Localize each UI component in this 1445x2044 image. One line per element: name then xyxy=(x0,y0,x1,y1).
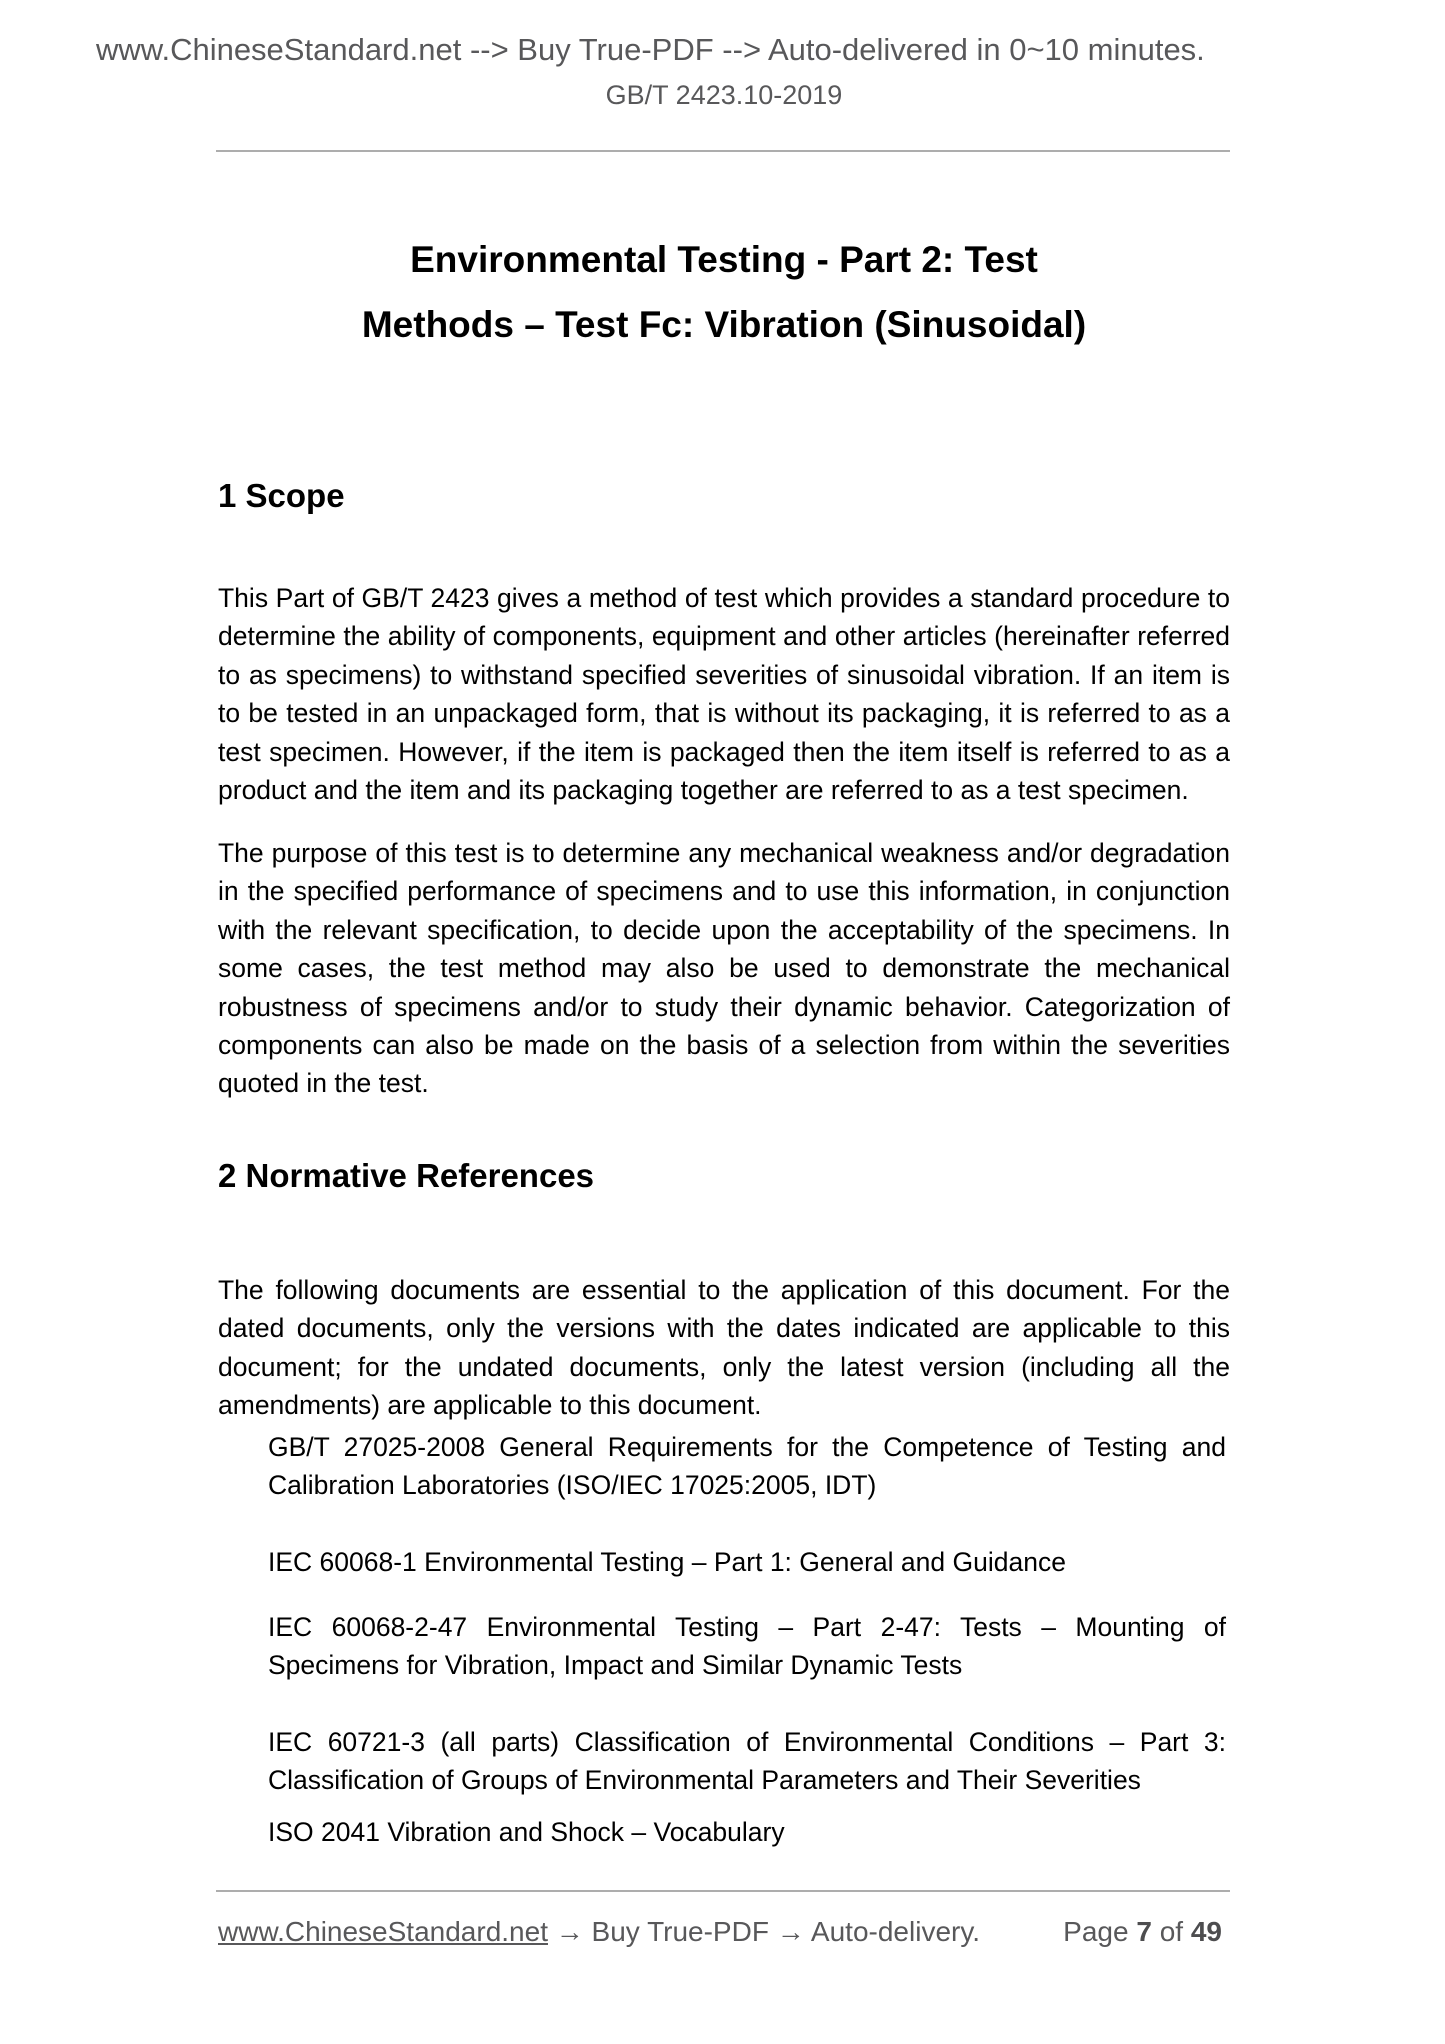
footer-divider xyxy=(216,1890,1230,1892)
document-title-line-2: Methods – Test Fc: Vibration (Sinusoidal) xyxy=(361,304,1087,345)
reference-item-iec-60068-2-47: IEC 60068-2-47 Environmental Testing – Part 2-47: Tests – Mounting of Specimens for Vibration, Impact and Similar Dynamic Tests xyxy=(268,1612,1226,1681)
doc-number: GB/T 2423.10-2019 xyxy=(605,80,843,110)
normative-references-intro-paragraph: The following documents are essential to the application of this document. For the dated documents, only the versions with the dates indicated are applicable to this document; for the undated documents, only the latest version (including all the amendments) are applicable to this document. xyxy=(218,1275,1230,1421)
reference-item-iec-60068-1: IEC 60068-1 Environmental Testing – Part 1: General and Guidance xyxy=(268,1547,1066,1577)
page-current-number: 7 xyxy=(1136,1916,1152,1947)
scope-paragraph-1: This Part of GB/T 2423 gives a method of test which provides a standard procedure to determine the ability of components, equipment and other articles (hereinafter referred to as specimens) to withstand specified severities of sinusoidal vibration. If an item is to be tested in an unpackaged form, that is without its packaging, it is referred to as a test specimen. However, if the item is packaged then the item itself is referred to as a product and the item and its packaging together are referred to as a test specimen. xyxy=(218,583,1230,806)
page-total-number: 49 xyxy=(1190,1916,1222,1947)
scope-paragraph-2: The purpose of this test is to determine any mechanical weakness and/or degradation in the specified performance of specimens and to use this information, in conjunction with the relevant specification, to decide upon the acceptability of the specimens. In some cases, the test method may also be used to demonstrate the mechanical robustness of specimens and/or to study their dynamic behavior. Categorization of components can also be made on the basis of a selection from within the severities quoted in the test. xyxy=(218,838,1230,1099)
footer-site-link[interactable]: www.ChineseStandard.net xyxy=(218,1916,548,1947)
document-title-line-1: Environmental Testing - Part 2: Test xyxy=(410,239,1038,280)
section-heading-scope: 1 Scope xyxy=(218,477,345,514)
reference-item-iec-60721-3: IEC 60721-3 (all parts) Classification of Environmental Conditions – Part 3: Classification of Groups of Environmental Parameters and Their Severities xyxy=(268,1727,1226,1796)
page-indicator xyxy=(1063,1916,1222,1948)
reference-item-gbt-27025: GB/T 27025-2008 General Requirements for the Competence of Testing and Calibration Laboratories (ISO/IEC 17025:2005, IDT) xyxy=(268,1432,1226,1501)
page-label: Page xyxy=(1063,1916,1129,1947)
top-divider xyxy=(216,150,1230,152)
page-footer xyxy=(218,1916,1222,1948)
footer-promo-tail: → Buy True-PDF → Auto-delivery. xyxy=(547,1916,981,1947)
header-promo-text: www.ChineseStandard.net --> Buy True-PDF --> Auto-delivered in 0~10 minutes. xyxy=(96,32,1205,67)
reference-item-iso-2041: ISO 2041 Vibration and Shock – Vocabulary xyxy=(268,1817,785,1847)
of-label: of xyxy=(1159,1916,1184,1947)
section-heading-normative-references: 2 Normative References xyxy=(218,1157,595,1194)
footer-promo-line xyxy=(218,1916,980,1948)
